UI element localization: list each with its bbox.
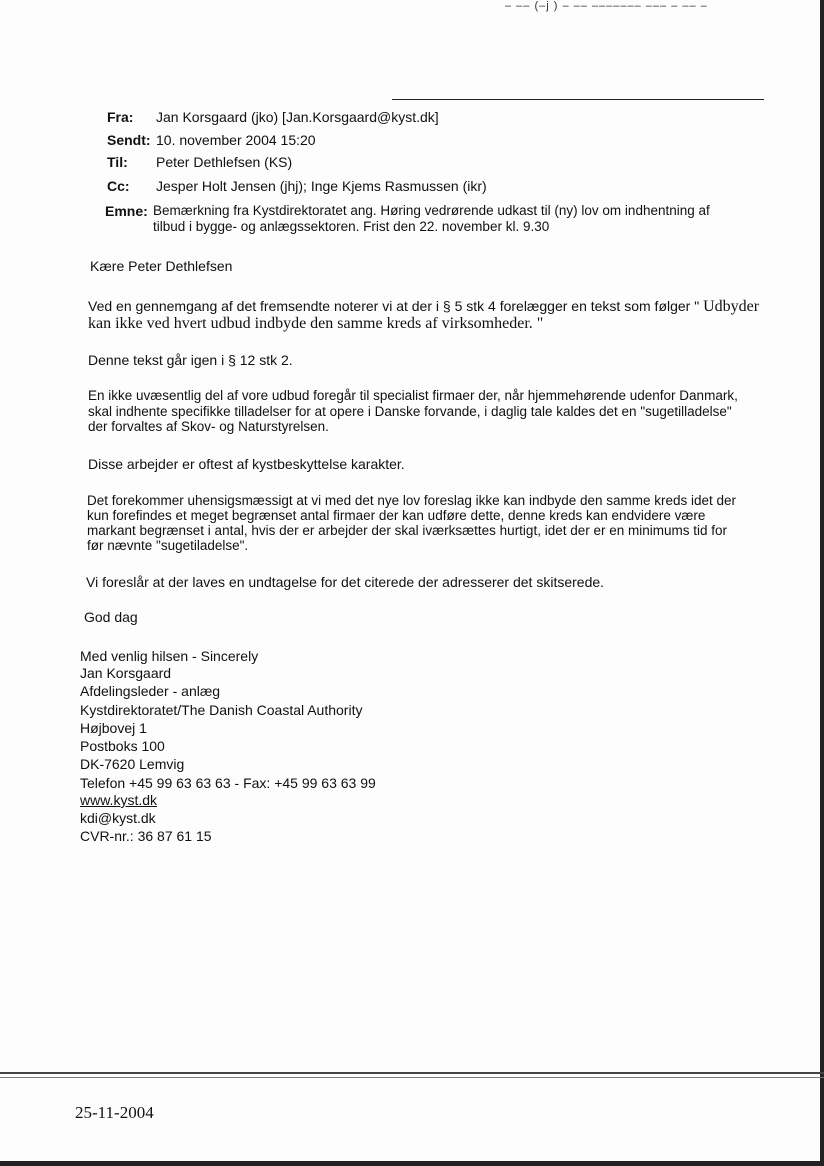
paragraph-5-line-3: markant begrænset i antal, hvis der er arbejder der skal iværksættes hurtigt, idet der er en minimums tid for xyxy=(87,523,728,538)
footer-date: 25-11-2004 xyxy=(75,1103,154,1122)
paragraph-3-line-2: skal indhente specifikke tilladelser for at opere i Danske forvande, i daglig tale kaldes det en "sugetilladelse" xyxy=(88,404,732,419)
paragraph-5-line-1: Det forekommer uhensigsmæssigt at vi med det nye lov foreslag ikke kan indbyde den samme kreds idet der xyxy=(87,493,737,508)
subject-line-1: Bemærkning fra Kystdirektoratet ang. Høring vedrørende udkast til (ny) lov om indhentning af xyxy=(153,203,710,218)
to-label: Til: xyxy=(107,154,128,170)
signature-sign-off: Med venlig hilsen - Sincerely xyxy=(80,648,259,664)
greeting: Kære Peter Dethlefsen xyxy=(90,258,233,274)
paragraph-5-line-4: før nævnte "sugetiladelse". xyxy=(87,538,249,553)
header-rule xyxy=(392,99,764,100)
signature-pobox: Postboks 100 xyxy=(80,738,165,754)
signature-email: kdi@kyst.dk xyxy=(80,810,156,826)
subject-line-2: tilbud i bygge- og anlægssektoren. Frist den 22. november kl. 9.30 xyxy=(153,219,550,234)
fax-rule-top xyxy=(0,1072,824,1074)
paragraph-1-quote: kan ikke ved hvert udbud indbyde den samme kreds af virksomheder. " xyxy=(88,315,544,332)
subject-label: Emne: xyxy=(105,203,148,219)
paragraph-2: Denne tekst går igen i § 12 stk 2. xyxy=(88,352,293,368)
from-label: Fra: xyxy=(107,109,134,125)
paragraph-1-text: Ved en gennemgang af det fremsendte noterer vi at der i § 5 stk 4 forelægger en tekst som følger " xyxy=(88,298,704,314)
paragraph-5-line-2: kun forefindes et meget begrænset antal firmaer der kan udføre dette, denne kreds kan endvidere være xyxy=(87,508,706,523)
signature-name: Jan Korsgaard xyxy=(80,665,172,681)
page-bottom-edge xyxy=(0,1161,824,1166)
page-right-edge xyxy=(820,0,824,1166)
fax-rule-bottom xyxy=(0,1077,824,1078)
cc-label: Cc: xyxy=(107,178,130,194)
signature-organization: Kystdirektoratet/The Danish Coastal Authority xyxy=(80,702,363,718)
signature-cvr: CVR-nr.: 36 87 61 15 xyxy=(80,828,212,844)
paragraph-1-line-1 xyxy=(88,298,788,316)
fax-header-fragment: – –– (–j ) – –– ––––––– ––– – –– – xyxy=(505,0,708,12)
paragraph-6: Vi foreslår at der laves en undtagelse for det citerede der adresserer det skitserede. xyxy=(86,574,605,590)
signature-phone: Telefon +45 99 63 63 63 - Fax: +45 99 63 63 99 xyxy=(80,775,376,791)
quote-start: Udbyder xyxy=(703,298,760,315)
closing: God dag xyxy=(84,609,138,625)
signature-title: Afdelingsleder - anlæg xyxy=(80,683,221,699)
paragraph-4: Disse arbejder er oftest af kystbeskyttelse karakter. xyxy=(88,456,405,472)
signature-street: Højbovej 1 xyxy=(80,720,147,736)
sent-value: 10. november 2004 15:20 xyxy=(156,132,316,148)
paragraph-3-line-3: der forvaltes af Skov- og Naturstyrelsen. xyxy=(88,419,329,434)
to-value: Peter Dethlefsen (KS) xyxy=(156,154,293,170)
sent-label: Sendt: xyxy=(107,132,151,148)
paragraph-3-line-1: En ikke uvæsentlig del af vore udbud foregår til specialist firmaer der, når hjemmehørende udenfor Danmark, xyxy=(88,388,738,403)
from-value: Jan Korsgaard (jko) [Jan.Korsgaard@kyst.dk] xyxy=(156,109,439,125)
signature-website-link[interactable]: www.kyst.dk xyxy=(80,792,158,808)
signature-city: DK-7620 Lemvig xyxy=(80,756,185,772)
cc-value: Jesper Holt Jensen (jhj); Inge Kjems Rasmussen (ikr) xyxy=(156,178,487,194)
